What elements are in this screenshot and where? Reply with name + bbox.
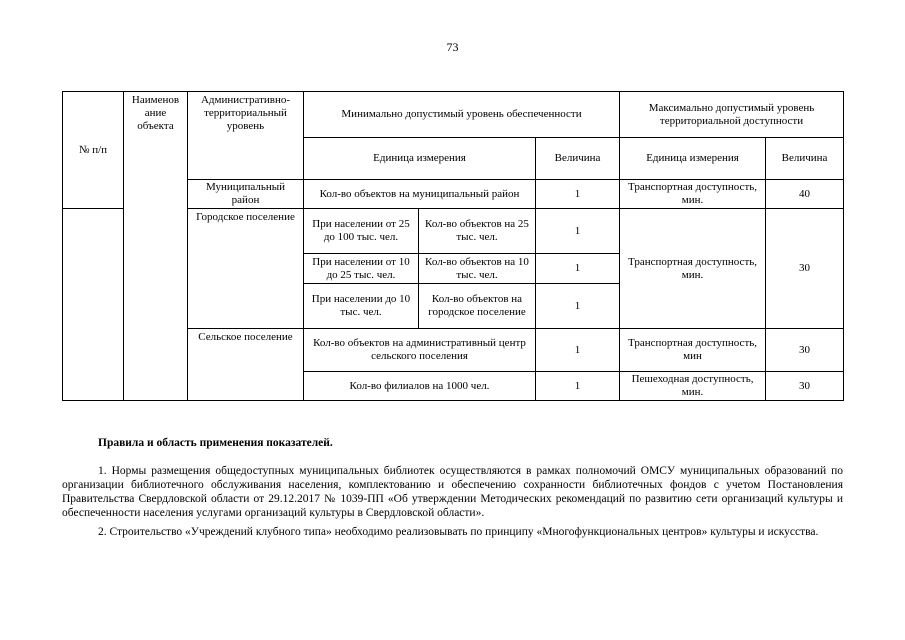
- rural-max-value-2: 30: [766, 372, 844, 401]
- rules-paragraph-2: 2. Строительство «Учреждений клубного типа» необходимо реализовывать по принципу «Многофункциональных центров» культуры и искусства.: [98, 526, 819, 538]
- norms-table: [62, 91, 844, 401]
- urban-unit-1: Кол-во объектов на 25 тыс. чел.: [419, 209, 536, 254]
- urban-population-3: При населении до 10 тыс. чел.: [304, 284, 419, 329]
- rural-max-unit-2: Пешеходная доступность, мин.: [620, 372, 766, 401]
- municipal-district-value: 1: [536, 180, 620, 209]
- header-value: Величина: [536, 138, 620, 180]
- header-min-level: Минимально допустимый уровень обеспеченности: [304, 92, 620, 138]
- rural-max-unit-1: Транспортная доступность, мин: [620, 329, 766, 372]
- urban-max-value: 30: [766, 209, 844, 329]
- page-number: 73: [446, 40, 459, 54]
- municipal-district-max-unit: Транспортная доступность, мин.: [620, 180, 766, 209]
- urban-value-1: 1: [536, 209, 620, 254]
- header-max-level: Максимально допустимый уровень территориальной доступности: [620, 92, 844, 138]
- rural-max-value-1: 30: [766, 329, 844, 372]
- header-num: № п/п: [63, 92, 124, 209]
- urban-value-2: 1: [536, 254, 620, 284]
- header-admin-level: Административно-территориальный уровень: [188, 92, 304, 180]
- header-unit: Единица измерения: [304, 138, 536, 180]
- header-unit-max: Единица измерения: [620, 138, 766, 180]
- urban-unit-3: Кол-во объектов на городское поселение: [419, 284, 536, 329]
- urban-population-1: При населении от 25 до 100 тыс. чел.: [304, 209, 419, 254]
- municipal-district-level: Муниципальный район: [188, 180, 304, 209]
- rural-level: Сельское поселение: [188, 329, 304, 401]
- rural-unit-1: Кол-во объектов на административный центр сельского поселения: [304, 329, 536, 372]
- header-object-name: Наименов ание объекта: [124, 92, 188, 401]
- municipal-district-max-value: 40: [766, 180, 844, 209]
- urban-population-2: При населении от 10 до 25 тыс. чел.: [304, 254, 419, 284]
- urban-value-3: 1: [536, 284, 620, 329]
- urban-unit-2: Кол-во объектов на 10 тыс. чел.: [419, 254, 536, 284]
- header-value-max: Величина: [766, 138, 844, 180]
- urban-level: Городское поселение: [188, 209, 304, 329]
- num-cell: [63, 209, 124, 401]
- rules-paragraph-1: 1. Нормы размещения общедоступных муниципальных библиотек осуществляются в рамках полномочий ОМСУ муниципальных образований по организации библиотечного обслуживания населения, комплектованию и обеспечению сохранности библиотечных фондов с учетом Постановления Правительства Свердловской области от 29.12.2017 № 1039-ПП «Об утверждении Методических рекомендаций по развитию сети организаций культуры и обеспеченности населения услугами организаций культуры в Свердловской области».: [62, 465, 843, 519]
- urban-max-unit: Транспортная доступность, мин.: [620, 209, 766, 329]
- municipal-district-unit: Кол-во объектов на муниципальный район: [304, 180, 536, 209]
- rural-value-1: 1: [536, 329, 620, 372]
- rural-unit-2: Кол-во филиалов на 1000 чел.: [304, 372, 536, 401]
- rural-value-2: 1: [536, 372, 620, 401]
- rules-heading: Правила и область применения показателей.: [98, 437, 333, 449]
